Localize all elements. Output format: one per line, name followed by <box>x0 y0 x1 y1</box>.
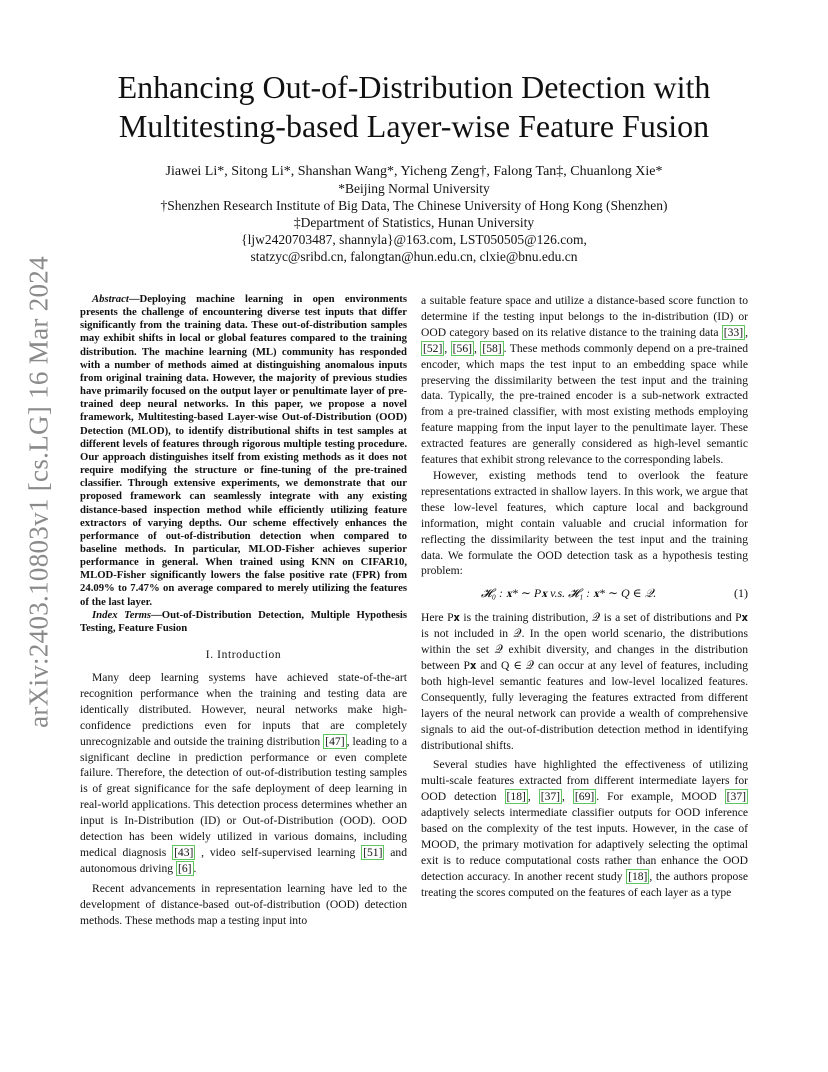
title-line-2: Multitesting-based Layer-wise Feature Fusion <box>118 108 710 144</box>
equation-1 <box>421 583 748 607</box>
index-terms-text: —Out-of-Distribution Detection, Multiple Hypothesis Testing, Feature Fusion <box>80 608 407 634</box>
intro-paragraph-4: However, existing methods tend to overlook the feature representations extracted in shallow layers. In this work, we argue that these low-level features, which capture local and background information, might contain valuable and crucial information for reflecting the dissimilarity between the test input and the training data. We formulate the OOD detection task as a hypothesis testing problem: <box>421 468 748 578</box>
citation-51[interactable]: [51] <box>363 845 383 859</box>
citation-58[interactable]: [58] <box>482 341 502 355</box>
citation-43[interactable]: [43] <box>174 845 194 859</box>
title-line-1: Enhancing Out-of-Distribution Detection with <box>117 69 711 105</box>
equation-body: 𝓗₀ : 𝐱* ∼ P𝐱 v.s. 𝓗₁ : 𝐱* ∼ Q ∈ 𝒬. <box>481 586 657 601</box>
equation-number: (1) <box>734 586 748 601</box>
citation-69[interactable]: [69] <box>574 790 595 804</box>
left-column <box>80 293 407 928</box>
intro-paragraph-3: a suitable feature space and utilize a distance-based score function to determine if the testing input belongs to the in-distribution (ID) or OOD category based on its relative distance to the training data [33] , [52] , [56] , [58] . These methods commonly depend on a pre-trained encoder, which maps the test input to an embedding space while preserving the dissimilarity between the test input and the training data. Typically, the pre-trained encoder is a sub-network extracted from a pre-trained classifier, with most existing methods employing feature mapping from the input layer to the penultimate layer. These extracted features are generally considered as high-level semantic features that exhibit strong relevance to the corresponding labels. <box>421 294 749 467</box>
intro-paragraph-2: Recent advancements in representation learning have led to the development of distance-based out-of-distribution (OOD) detection methods. These methods map a testing input into <box>80 881 407 927</box>
citation-37-b[interactable]: [37] <box>726 790 746 804</box>
index-terms <box>80 609 407 635</box>
citation-18-b[interactable]: [18] <box>628 869 648 883</box>
index-terms-label: Index Terms <box>92 608 152 621</box>
citation-52[interactable]: [52] <box>423 341 443 355</box>
citation-18[interactable]: [18] <box>506 790 526 804</box>
affiliation-2: †Shenzhen Research Institute of Big Data, The Chinese University of Hong Kong (Shenzhen) <box>160 198 668 213</box>
citation-33[interactable]: [33] <box>723 325 744 339</box>
intro-paragraph-5: Here P𝐱 is the training distribution, 𝒬 is a set of distributions and P𝐱 is not included in 𝒬. In the open world scenario, the distributions within the set 𝒬 exhibit diversity, and changes in the distribution between P𝐱 and Q ∈ 𝒬 can occur at any level of features, including both high-level semantic features and low-level localized features. Consequently, fully leveraging the features extracted from different layers of the neural network can provide a wealth of comprehensive signals to aid the out-of-distribution detection method in identifying distributional shifts. <box>421 611 748 752</box>
abstract-label: Abstract <box>92 293 129 305</box>
citation-6[interactable]: [6] <box>177 861 192 875</box>
citation-37[interactable]: [37] <box>540 790 561 804</box>
arxiv-identifier: arXiv:2403.10803v1 [cs.LG] 16 Mar 2024 <box>23 256 54 728</box>
arxiv-sidebar <box>16 256 62 728</box>
abstract <box>80 293 407 609</box>
intro-paragraph-6: Several studies have highlighted the effectiveness of utilizing multi-scale features extracted from different intermediate layers for OOD detection [18] , [37] , [69] . For example, MOOD [37] adaptively selects intermediate classifier outputs for OOD inference based on the complexity of the test inputs. However, in the case of MOOD, the primary motivation for adaptively selecting the optimal exit is to reduce computational costs rather than enhance the OOD detection accuracy. In another recent study [18] , the authors propose treating the scores computed on the features of each layer as a type <box>421 758 748 899</box>
author-names: Jiawei Li*, Sitong Li*, Shanshan Wang*, Yicheng Zeng†, Falong Tan‡, Chuanlong Xie* <box>165 164 663 179</box>
affiliation-3: ‡Department of Statistics, Hunan University <box>293 215 535 230</box>
abstract-text: —Deploying machine learning in open environments presents the challenge of encountering diverse test inputs that differ significantly from the training data. These out-of-distribution samples may exhibit shifts in local or global features compared to the training distribution. The machine learning (ML) community has responded with a number of methods aimed at distinguishing anomalous inputs from original training data. However, the majority of previous studies have primarily focused on the output layer or penultimate layer of pre-trained deep neural networks. In this paper, we propose a novel framework, Multitesting-based Layer-wise Out-of-Distribution (OOD) Detection (MLOD), to identify distributional shifts in test samples at different levels of features through rigorous multiple testing procedure. Our approach distinguishes itself from existing methods as it does not require modifying the structure or fine-tuning of the pre-trained classifier. Through extensive experiments, we demonstrate that our proposed framework can seamlessly integrate with any existing distance-based inspection method while efficiently utilizing feature extractors of varying depths. Our scheme effectively enhances the performance of out-of-distribution detection when compared to baseline methods. In particular, MLOD-Fisher achieves superior performance in general. When trained using KNN on CIFAR10, MLOD-Fisher significantly lowers the false positive rate (FPR) from 24.09% to 7.47% on average compared to merely utilizing the features of the last layer. <box>80 293 407 608</box>
citation-56[interactable]: [56] <box>452 341 472 355</box>
intro-paragraph-1: Many deep learning systems have achieved state-of-the-art recognition performance when the training and testing data are identically distributed. However, neural networks make high-confidence predictions even for inputs that are completely unrecognizable and outside the training distribution [47] , leading to a significant decline in prediction performance or even complete failure. Therefore, the detection of out-of-distribution testing samples is of great significance for the safe deployment of deep learning in real-world applications. This detection process determines whether an input is In-Distribution (ID) or Out-of-Distribution (OOD). OOD detection has been widely utilized in various domains, including medical diagnosis [43] , video self-supervised learning [51] and autonomous driving [6] . <box>80 670 407 875</box>
right-column <box>421 293 748 901</box>
emails-1: {ljw2420703487, shannyla}@163.com, LST050505@126.com, <box>241 232 587 247</box>
emails-2: statzyc@sribd.cn, falongtan@hun.edu.cn, clxie@bnu.edu.cn <box>250 249 578 264</box>
citation-47[interactable]: [47] <box>325 734 345 748</box>
author-block <box>80 163 748 265</box>
section-heading-introduction: I. Introduction <box>205 649 282 662</box>
affiliation-1: *Beijing Normal University <box>338 181 490 196</box>
paper-title <box>80 68 748 146</box>
